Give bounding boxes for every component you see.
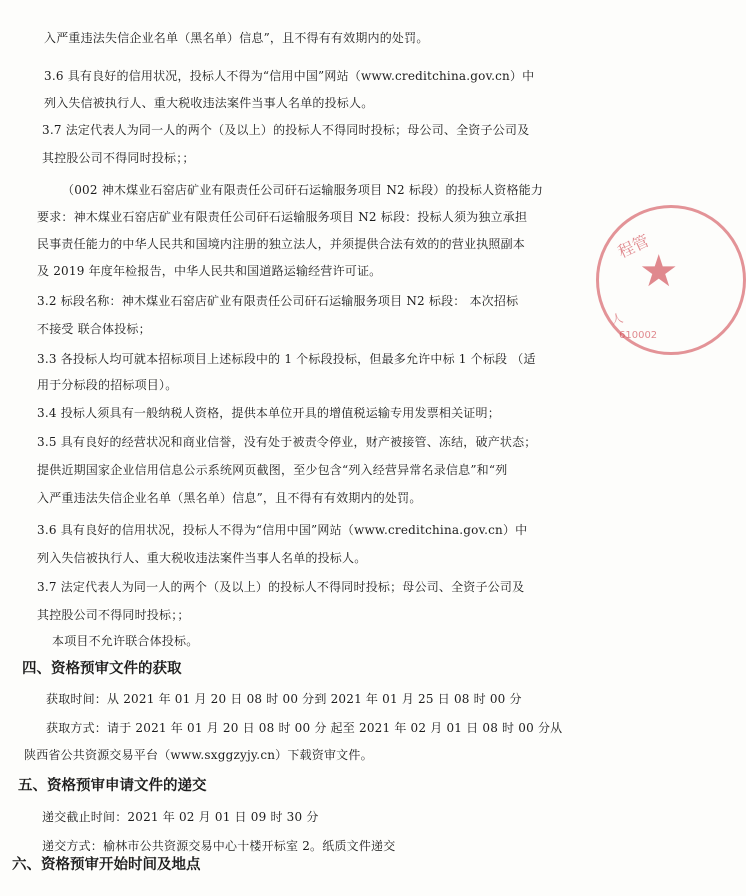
text-line: 3.6 具有良好的信用状况，投标人不得为“信用中国”网站（www.creditchina.gov.cn）中 <box>44 69 535 83</box>
text-line: 3.7 法定代表人为同一人的两个（及以上）的投标人不得同时投标；母公司、全资子公司及 <box>37 580 525 594</box>
text-line: 列入失信被执行人、重大税收违法案件当事人名单的投标人。 <box>37 551 367 565</box>
text-line: 入严重违法失信企业名单（黑名单）信息”，且不得有有效期内的处罚。 <box>37 491 422 505</box>
text-line: 获取时间：从 2021 年 01 月 20 日 08 时 00 分到 2021 年 01 月 25 日 08 时 00 分 <box>46 692 522 706</box>
text-line: 3.4 投标人须具有一般纳税人资格，提供本单位开具的增值税运输专用发票相关证明； <box>37 406 500 420</box>
text-line: 列入失信被执行人、重大税收违法案件当事人名单的投标人。 <box>44 96 374 110</box>
text-line: 及 2019 年度年检报告，中华人民共和国道路运输经营许可证。 <box>37 264 382 278</box>
text-line: 递交截止时间：2021 年 02 月 01 日 09 时 30 分 <box>42 810 319 824</box>
section-heading-5: 五、资格预审申请文件的递交 <box>18 778 207 794</box>
text-line: 民事责任能力的中华人民共和国境内注册的独立法人，并须提供合法有效的的营业执照副本 <box>37 237 526 251</box>
text-line: 陕西省公共资源交易平台（www.sxggzyjy.cn）下载资审文件。 <box>24 748 373 762</box>
text-line: 3.2 标段名称：神木煤业石窑店矿业有限责任公司矸石运输服务项目 N2 标段： 本次招标 <box>37 294 519 308</box>
text-line: 3.3 各投标人均可就本招标项目上述标段中的 1 个标段投标，但最多允许中标 1 个标段 （适 <box>37 352 536 366</box>
text-line: 提供近期国家企业信用信息公示系统网页截图，至少包含“列入经营异常名录信息”和“列 <box>37 463 508 477</box>
text-line: 3.6 具有良好的信用状况，投标人不得为“信用中国”网站（www.creditchina.gov.cn）中 <box>37 523 528 537</box>
text-line: 用于分标段的招标项目）。 <box>37 378 178 392</box>
stamp-bottom-text: 610002 <box>619 330 658 341</box>
text-line: 获取方式：请于 2021 年 01 月 20 日 08 时 00 分 起至 2021 年 02 月 01 日 08 时 00 分从 <box>46 721 563 735</box>
section-heading-6: 六、资格预审开始时间及地点 <box>12 857 201 873</box>
star-icon: ★ <box>639 246 679 297</box>
text-line: （002 神木煤业石窑店矿业有限责任公司矸石运输服务项目 N2 标段）的投标人资格能力 <box>62 183 544 197</box>
section-heading-4: 四、资格预审文件的获取 <box>22 661 182 677</box>
text-line: 其控股公司不得同时投标；； <box>37 608 190 622</box>
text-line: 入严重违法失信企业名单（黑名单）信息”，且不得有有效期内的处罚。 <box>44 31 429 45</box>
text-line: 3.5 具有良好的经营状况和商业信誉，没有处于被责令停业，财产被接管、冻结，破产状态； <box>37 435 537 449</box>
text-line: 递交方式：榆林市公共资源交易中心十楼开标室 2。纸质文件递交 <box>42 839 396 853</box>
text-line: 不接受 联合体投标； <box>37 322 151 336</box>
text-line: 本项目不允许联合体投标。 <box>52 634 199 648</box>
stamp-top-text: 程管 <box>614 231 652 262</box>
text-line: 其控股公司不得同时投标；； <box>42 151 195 165</box>
seal-stamp <box>596 205 746 355</box>
stamp-side-text: 人 <box>609 310 625 328</box>
text-line: 要求：神木煤业石窑店矿业有限责任公司矸石运输服务项目 N2 标段：投标人须为独立承担 <box>37 210 528 224</box>
text-line: 3.7 法定代表人为同一人的两个（及以上）的投标人不得同时投标；母公司、全资子公司及 <box>42 123 530 137</box>
